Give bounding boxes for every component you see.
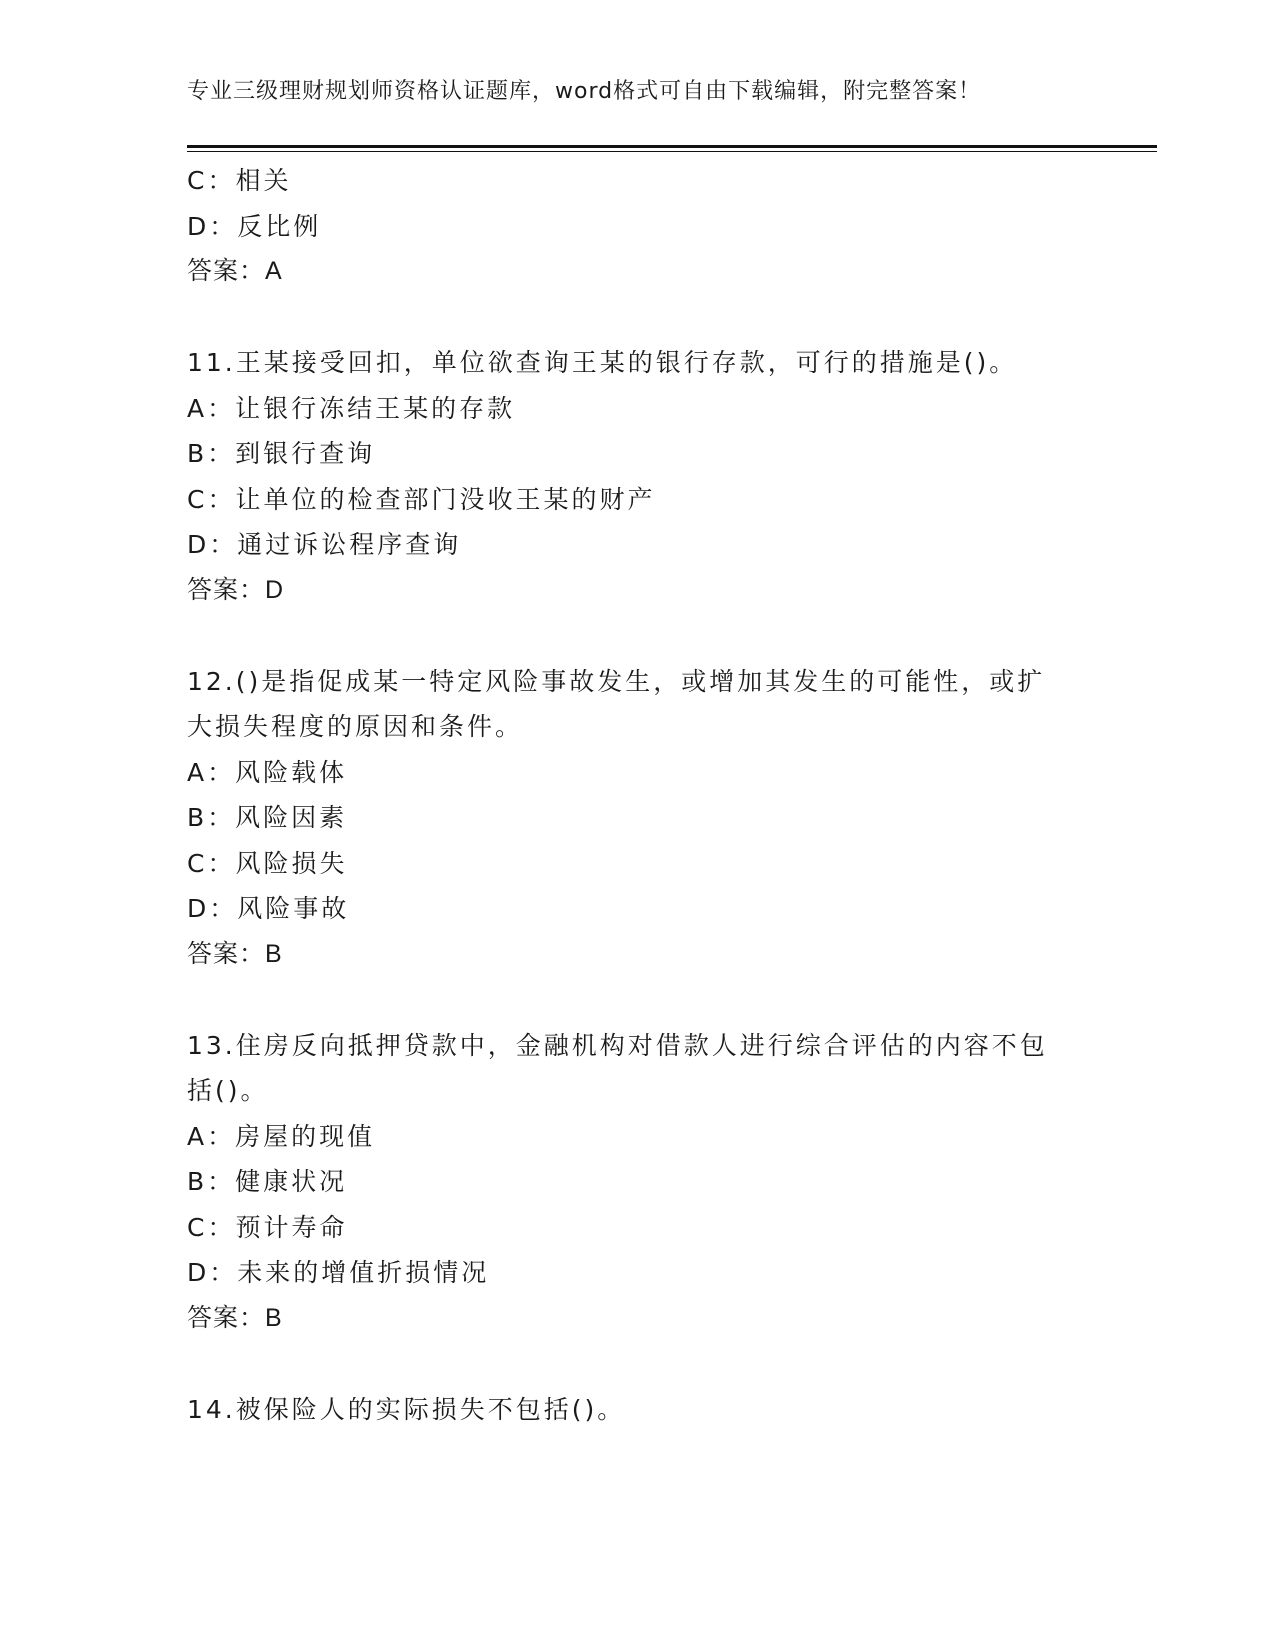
option-b: B：到银行查询: [187, 439, 376, 468]
option-b: B：风险因素: [187, 803, 348, 832]
option-a: A：风险载体: [187, 757, 348, 787]
option-d: D：反比例: [187, 211, 322, 241]
answer: 答案：D: [187, 575, 285, 604]
option-a: A：让银行冻结王某的存款: [187, 393, 516, 423]
answer: 答案：B: [187, 939, 283, 968]
question-stem-continued: 大损失程度的原因和条件。: [187, 712, 524, 741]
option-d: D：风险事故: [187, 894, 350, 923]
option-d: D：未来的增值折损情况: [187, 1258, 490, 1287]
answer: 答案：A: [187, 257, 283, 285]
option-b: B：健康状况: [187, 1167, 348, 1196]
option-a: A：房屋的现值: [187, 1121, 376, 1151]
header-rule-thin: [187, 151, 1157, 152]
question-content: [187, 158, 1087, 1432]
question-stem: 11.王某接受回扣，单位欲查询王某的银行存款，可行的措施是()。: [187, 348, 1018, 377]
page-header: 专业三级理财规划师资格认证题库，word格式可自由下载编辑，附完整答案！: [187, 79, 982, 104]
option-d: D：通过诉讼程序查询: [187, 530, 462, 559]
answer: 答案：B: [187, 1303, 283, 1332]
option-c: C：预计寿命: [187, 1212, 348, 1242]
option-c: C：让单位的检查部门没收王某的财产: [187, 484, 656, 514]
option-c: C：风险损失: [187, 848, 348, 878]
question-stem: 14.被保险人的实际损失不包括()。: [187, 1394, 626, 1424]
question-stem: 13.住房反向抵押贷款中，金融机构对借款人进行综合评估的内容不包: [187, 1030, 1048, 1060]
option-c: C：相关: [187, 166, 292, 195]
header-rule: [187, 145, 1157, 148]
question-stem: 12.()是指促成某一特定风险事故发生，或增加其发生的可能性，或扩: [187, 666, 1046, 696]
question-stem-continued: 括()。: [187, 1076, 269, 1105]
